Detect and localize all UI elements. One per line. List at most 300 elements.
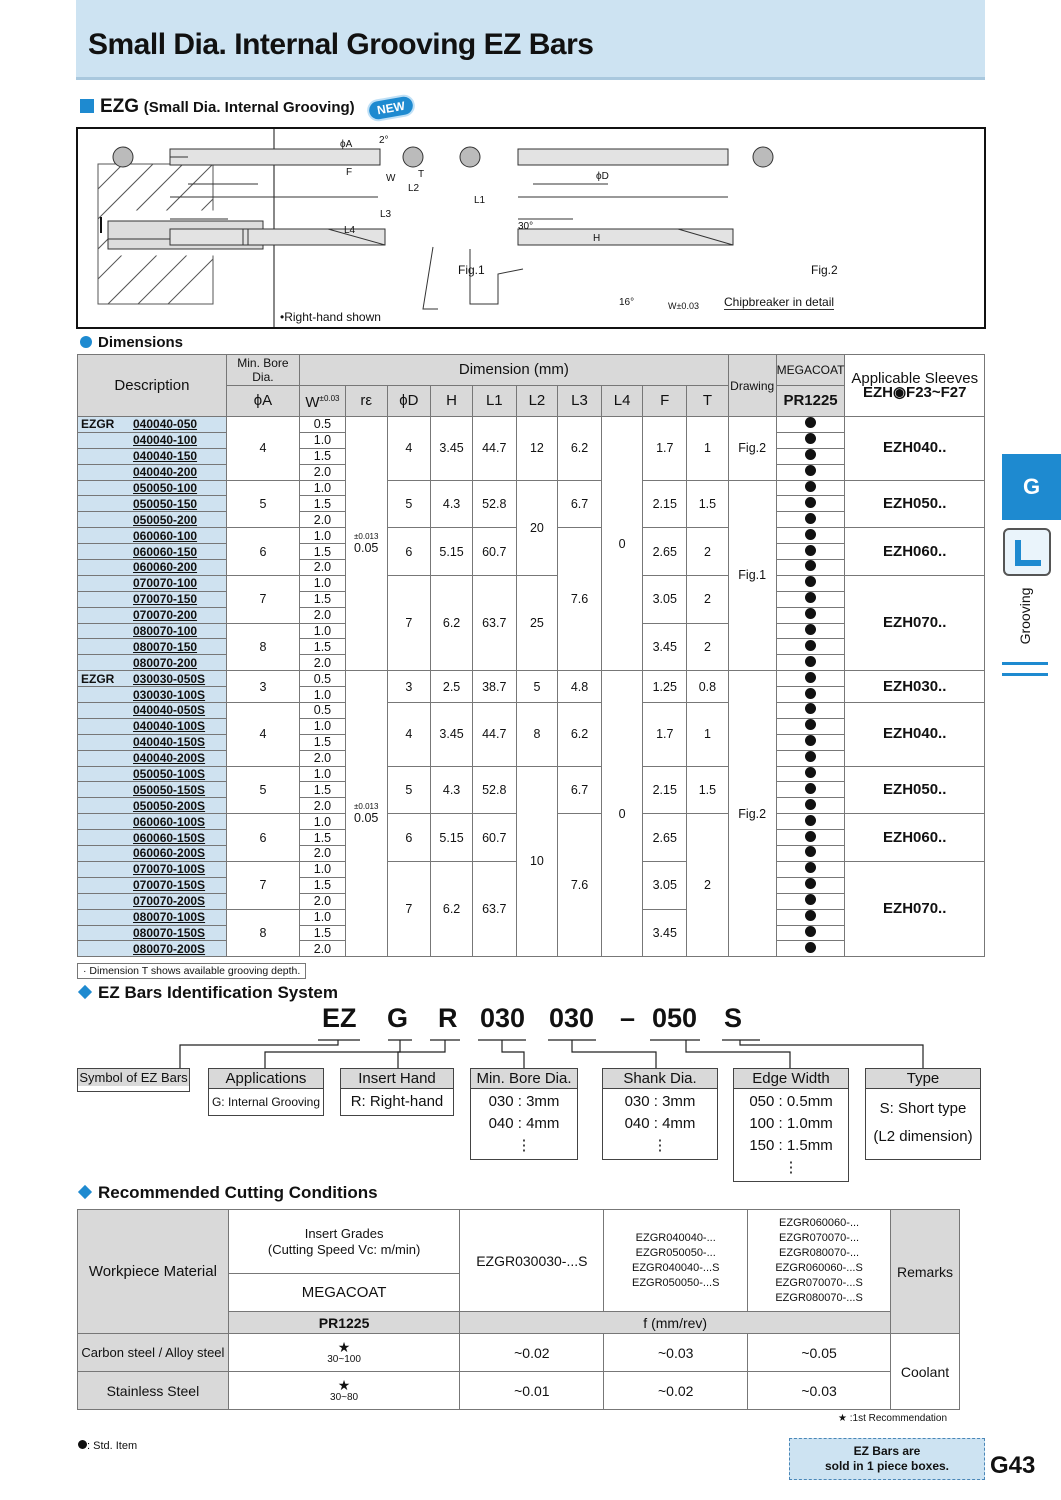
fig1-caption: Fig.1 bbox=[458, 263, 485, 277]
th-min-bore: Min. Bore Dia. bbox=[226, 355, 299, 386]
cell-w: 1.5 bbox=[300, 544, 346, 560]
cell-drawing: Fig.2 bbox=[728, 417, 776, 481]
mat-stainless: Stainless Steel bbox=[78, 1372, 229, 1410]
cell-phiA: 8 bbox=[226, 909, 299, 957]
cell-phiD: 3 bbox=[387, 671, 431, 703]
cell-F: 2.15 bbox=[643, 480, 687, 528]
th-drawing: Drawing bbox=[728, 355, 776, 417]
std-item-dot-icon bbox=[805, 767, 816, 778]
cell-T: 2 bbox=[687, 814, 729, 957]
cell-T: 1.5 bbox=[687, 480, 729, 528]
cell-sleeve: EZH060.. bbox=[845, 814, 985, 862]
th-dimension: Dimension (mm) bbox=[300, 355, 729, 386]
row-description bbox=[78, 782, 227, 798]
id-box-header: Symbol of EZ Bars bbox=[79, 1070, 188, 1085]
cell-w: 1.0 bbox=[300, 623, 346, 639]
cell-H: 4.3 bbox=[431, 480, 473, 528]
row-description bbox=[78, 496, 227, 512]
cell-phiD: 4 bbox=[387, 417, 431, 481]
row-description bbox=[78, 750, 227, 766]
cell-phiA: 6 bbox=[226, 814, 299, 862]
cell-w: 1.0 bbox=[300, 480, 346, 496]
id-box bbox=[733, 1068, 849, 1182]
cell-L2: 10 bbox=[516, 766, 558, 957]
col3-item: EZGR060060-...S bbox=[775, 1261, 863, 1274]
boxes-note-line2: sold in 1 piece boxes. bbox=[824, 1459, 950, 1473]
cell-std-item bbox=[776, 448, 845, 464]
cell-w: 1.5 bbox=[300, 877, 346, 893]
row-description bbox=[78, 861, 227, 877]
cell-T: 1 bbox=[687, 703, 729, 767]
std-item-dot-icon bbox=[805, 926, 816, 937]
row-description bbox=[78, 591, 227, 607]
star-icon: ★ bbox=[337, 1339, 351, 1355]
diamond-bullet-icon bbox=[78, 985, 92, 999]
cell-phiA: 4 bbox=[226, 417, 299, 481]
chip-label-w: W±0.03 bbox=[668, 301, 699, 311]
std-item-text: : Std. Item bbox=[87, 1440, 138, 1452]
row-description bbox=[78, 687, 227, 703]
row-description bbox=[78, 512, 227, 528]
cell-T: 1.5 bbox=[687, 766, 729, 814]
col2-item: EZGR040040-...S bbox=[632, 1261, 720, 1274]
id-box-body bbox=[471, 1089, 577, 1159]
id-box-line: 100 : 1.0mm bbox=[749, 1115, 833, 1132]
boxes-note-line1: EZ Bars are bbox=[853, 1444, 921, 1458]
id-box-header: Min. Bore Dia. bbox=[471, 1069, 577, 1089]
cell-std-item bbox=[776, 846, 845, 862]
cell-w: 2.0 bbox=[300, 941, 346, 957]
row-prefix: EZGR bbox=[81, 417, 115, 432]
cell-std-item bbox=[776, 766, 845, 782]
id-box bbox=[340, 1068, 454, 1116]
speed-value: 30~100 bbox=[327, 1354, 361, 1365]
col3-item: EZGR060060-... bbox=[779, 1216, 860, 1229]
cell-drawing: Fig.2 bbox=[728, 671, 776, 957]
f-carbon-2: ~0.03 bbox=[604, 1334, 748, 1372]
id-box-header: Shank Dia. bbox=[603, 1069, 717, 1089]
cutting-table bbox=[77, 1209, 960, 1410]
std-item-dot-icon bbox=[805, 703, 816, 714]
cell-std-item bbox=[776, 607, 845, 623]
row-code: 060060-150 bbox=[133, 544, 198, 559]
id-box-line: G: Internal Grooving bbox=[211, 1095, 321, 1109]
std-item-dot-icon bbox=[805, 640, 816, 651]
row-description bbox=[78, 480, 227, 496]
th-L4: L4 bbox=[601, 386, 643, 417]
sleeves-title: Applicable Sleeves bbox=[851, 369, 979, 387]
id-code-segment: R bbox=[438, 1003, 458, 1033]
std-item-dot-icon bbox=[805, 449, 816, 460]
std-item-dot-icon bbox=[805, 799, 816, 810]
id-system-title: EZ Bars Identification System bbox=[80, 983, 338, 1003]
std-item-dot-icon bbox=[805, 560, 816, 571]
fig1-label-F: F bbox=[346, 167, 353, 178]
cell-L3: 7.6 bbox=[558, 814, 602, 957]
col2-item: EZGR050050-... bbox=[635, 1246, 716, 1259]
cell-L4: 0 bbox=[601, 671, 643, 957]
id-code-segment: 030 bbox=[480, 1003, 526, 1033]
cell-L3: 6.7 bbox=[558, 480, 602, 528]
cell-std-item bbox=[776, 687, 845, 703]
std-item-dot-icon bbox=[805, 576, 816, 587]
row-description bbox=[78, 734, 227, 750]
f-stainless-2: ~0.02 bbox=[604, 1372, 748, 1410]
id-box bbox=[470, 1068, 578, 1160]
cell-L1: 60.7 bbox=[472, 528, 516, 576]
row-code: 040040-200S bbox=[133, 751, 206, 766]
cell-re bbox=[345, 417, 387, 671]
id-box-line: S: Short type bbox=[879, 1100, 967, 1117]
cell-phiD: 6 bbox=[387, 528, 431, 576]
cell-F: 1.7 bbox=[643, 417, 687, 481]
cell-std-item bbox=[776, 734, 845, 750]
cell-phiA: 4 bbox=[226, 703, 299, 767]
row-code: 040040-200 bbox=[133, 465, 198, 480]
id-code-segment: EZ bbox=[322, 1003, 357, 1033]
row-code: 070070-150 bbox=[133, 592, 198, 607]
cell-std-item bbox=[776, 432, 845, 448]
side-tab-label bbox=[1000, 580, 1050, 660]
row-description bbox=[78, 718, 227, 734]
cell-L2: 25 bbox=[516, 575, 558, 670]
cell-std-item bbox=[776, 655, 845, 671]
cell-std-item bbox=[776, 941, 845, 957]
id-box-body bbox=[603, 1089, 717, 1159]
id-box-line: 030 : 3mm bbox=[624, 1093, 696, 1110]
cell-w: 0.5 bbox=[300, 671, 346, 687]
cutting-title: Recommended Cutting Conditions bbox=[80, 1183, 378, 1203]
mat-carbon: Carbon steel / Alloy steel bbox=[78, 1334, 229, 1372]
cell-phiA: 5 bbox=[226, 766, 299, 814]
row-code: 070070-200S bbox=[133, 894, 206, 909]
cell-F: 3.45 bbox=[643, 909, 687, 957]
cell-sleeve: EZH050.. bbox=[845, 766, 985, 814]
cell-L1: 60.7 bbox=[472, 814, 516, 862]
cell-w: 2.0 bbox=[300, 798, 346, 814]
cell-F: 2.15 bbox=[643, 766, 687, 814]
row-code: 080070-150S bbox=[133, 925, 206, 940]
th-w bbox=[300, 386, 346, 417]
th-w-label: W bbox=[305, 394, 320, 411]
row-description bbox=[78, 893, 227, 909]
id-box bbox=[77, 1068, 190, 1092]
cell-phiA: 5 bbox=[226, 480, 299, 528]
cell-F: 2.65 bbox=[643, 814, 687, 862]
cell-w: 1.5 bbox=[300, 591, 346, 607]
row-description bbox=[78, 909, 227, 925]
th-F: F bbox=[643, 386, 687, 417]
cell-std-item bbox=[776, 528, 845, 544]
std-item-note bbox=[78, 1440, 137, 1452]
cell-phiA: 7 bbox=[226, 575, 299, 623]
cell-L1: 52.8 bbox=[472, 766, 516, 814]
cell-std-item bbox=[776, 544, 845, 560]
std-item-dot-icon bbox=[805, 878, 816, 889]
cell-H: 2.5 bbox=[431, 671, 473, 703]
cell-phiD: 5 bbox=[387, 480, 431, 528]
cell-std-item bbox=[776, 893, 845, 909]
col3-header bbox=[748, 1210, 891, 1312]
f-stainless-3: ~0.03 bbox=[748, 1372, 891, 1410]
table-row bbox=[78, 703, 985, 719]
cell-w: 1.0 bbox=[300, 766, 346, 782]
cell-T: 2 bbox=[687, 623, 729, 671]
ezg-code: EZG bbox=[100, 96, 140, 117]
col2-item: EZGR040040-... bbox=[635, 1231, 716, 1244]
col1-header: EZGR030030-...S bbox=[460, 1210, 604, 1312]
pr1225-header: PR1225 bbox=[228, 1312, 460, 1334]
th-L3: L3 bbox=[558, 386, 602, 417]
cell-w: 1.0 bbox=[300, 909, 346, 925]
th-L2: L2 bbox=[516, 386, 558, 417]
th-H: H bbox=[431, 386, 473, 417]
row-code: 050050-100 bbox=[133, 481, 198, 495]
cell-w: 0.5 bbox=[300, 417, 346, 433]
cell-sleeve: EZH070.. bbox=[845, 861, 985, 956]
row-code: 060060-200S bbox=[133, 846, 206, 861]
megacoat-header: MEGACOAT bbox=[228, 1274, 460, 1312]
cell-H: 3.45 bbox=[431, 703, 473, 767]
std-item-dot-icon bbox=[805, 545, 816, 556]
row-code: 060060-200 bbox=[133, 560, 198, 575]
sleeves-range: EZH◉F23~F27 bbox=[862, 383, 967, 401]
th-re: rε bbox=[345, 386, 387, 417]
cell-std-item bbox=[776, 575, 845, 591]
cell-phiD: 5 bbox=[387, 766, 431, 814]
page-number: G43 bbox=[990, 1452, 1036, 1479]
row-description bbox=[78, 544, 227, 560]
diamond-bullet-icon-2 bbox=[78, 1185, 92, 1199]
std-item-dot-icon bbox=[805, 513, 816, 524]
ezg-subtitle: (Small Dia. Internal Grooving) bbox=[143, 99, 355, 116]
cell-w: 1.0 bbox=[300, 575, 346, 591]
fig1-label-phiA: ϕA bbox=[340, 139, 353, 150]
row-code: 080070-150 bbox=[133, 639, 198, 654]
std-item-dot-icon bbox=[805, 719, 816, 730]
col3-item: EZGR080070-...S bbox=[775, 1291, 863, 1304]
id-code-segment: G bbox=[387, 1003, 409, 1033]
id-box bbox=[865, 1068, 981, 1160]
cell-w: 2.0 bbox=[300, 750, 346, 766]
re-tol: ±0.013 bbox=[354, 802, 379, 812]
cell-std-item bbox=[776, 671, 845, 687]
id-box-body bbox=[866, 1089, 980, 1153]
std-item-dot-icon bbox=[805, 592, 816, 603]
chipbreaker-detail bbox=[423, 247, 523, 309]
th-T: T bbox=[687, 386, 729, 417]
row-description bbox=[78, 814, 227, 830]
row-description bbox=[78, 766, 227, 782]
fig1-label-L2: L2 bbox=[408, 183, 420, 194]
row-code: 040040-050S bbox=[133, 703, 206, 718]
row-description bbox=[78, 877, 227, 893]
id-box-line: 040 : 4mm bbox=[488, 1115, 560, 1132]
row-code: 080070-200S bbox=[133, 941, 206, 956]
id-code-segment: 050 bbox=[652, 1003, 698, 1033]
remarks-header: Remarks bbox=[890, 1210, 959, 1334]
row-code: 080070-100 bbox=[133, 624, 198, 639]
table-row bbox=[78, 480, 985, 496]
std-item-dot-icon bbox=[805, 862, 816, 873]
row-code: 040040-100 bbox=[133, 433, 198, 448]
col3-item: EZGR070070-...S bbox=[775, 1276, 863, 1289]
cell-sleeve: EZH050.. bbox=[845, 480, 985, 528]
cell-phiD: 7 bbox=[387, 861, 431, 956]
cell-H: 6.2 bbox=[431, 575, 473, 670]
std-item-dot-icon bbox=[805, 831, 816, 842]
row-code: 080070-200 bbox=[133, 655, 198, 670]
cell-w: 1.5 bbox=[300, 782, 346, 798]
std-item-dot-icon bbox=[805, 529, 816, 540]
row-code: 040040-150S bbox=[133, 735, 206, 750]
std-item-dot-icon bbox=[805, 783, 816, 794]
page-title: Small Dia. Internal Grooving EZ Bars bbox=[88, 28, 594, 61]
cell-std-item bbox=[776, 496, 845, 512]
cell-std-item bbox=[776, 718, 845, 734]
boxes-note bbox=[789, 1438, 985, 1480]
std-item-dot-icon bbox=[805, 624, 816, 635]
fig1-label-phiD: ϕD bbox=[596, 171, 609, 182]
row-code: 030030-100S bbox=[133, 687, 206, 702]
cell-F: 1.7 bbox=[643, 703, 687, 767]
cell-H: 5.15 bbox=[431, 814, 473, 862]
speed-carbon bbox=[228, 1334, 460, 1372]
filled-circle-icon bbox=[78, 1440, 87, 1449]
cell-L2: 8 bbox=[516, 703, 558, 767]
cell-L2: 12 bbox=[516, 417, 558, 481]
cell-sleeve: EZH070.. bbox=[845, 575, 985, 670]
row-description bbox=[78, 639, 227, 655]
cell-L1: 38.7 bbox=[472, 671, 516, 703]
cell-L1: 44.7 bbox=[472, 703, 516, 767]
row-description bbox=[78, 925, 227, 941]
th-pr1225: PR1225 bbox=[776, 386, 845, 417]
std-item-dot-icon bbox=[805, 608, 816, 619]
cell-sleeve: EZH060.. bbox=[845, 528, 985, 576]
row-code: 080070-100S bbox=[133, 910, 206, 925]
std-item-dot-icon bbox=[805, 688, 816, 699]
side-tab-letter: G bbox=[1002, 454, 1061, 520]
cell-w: 1.0 bbox=[300, 861, 346, 877]
table-row bbox=[78, 575, 985, 591]
cell-std-item bbox=[776, 591, 845, 607]
cell-w: 0.5 bbox=[300, 703, 346, 719]
cell-std-item bbox=[776, 814, 845, 830]
row-code: 040040-100S bbox=[133, 719, 206, 734]
row-code: 050050-200 bbox=[133, 512, 198, 527]
id-box-line: ⋮ bbox=[652, 1137, 668, 1154]
dimensions-title: Dimensions bbox=[80, 334, 183, 351]
id-box bbox=[602, 1068, 718, 1160]
page-header bbox=[76, 0, 985, 80]
cell-w: 2.0 bbox=[300, 512, 346, 528]
dimensions-table bbox=[77, 354, 985, 957]
cell-std-item bbox=[776, 480, 845, 496]
cell-std-item bbox=[776, 623, 845, 639]
cell-T: 0.8 bbox=[687, 671, 729, 703]
table-row bbox=[78, 671, 985, 687]
row-code: 070070-200 bbox=[133, 608, 198, 623]
cell-std-item bbox=[776, 861, 845, 877]
row-code: 060060-150S bbox=[133, 830, 206, 845]
dimensions-body bbox=[78, 417, 985, 957]
fig1-label-L4: L4 bbox=[344, 225, 356, 236]
row-description bbox=[78, 941, 227, 957]
std-item-dot-icon bbox=[805, 481, 816, 492]
row-description bbox=[78, 448, 227, 464]
cell-w: 2.0 bbox=[300, 560, 346, 576]
row-description bbox=[78, 528, 227, 544]
fig2-drawing bbox=[460, 147, 773, 245]
grades-header: Insert Grades (Cutting Speed Vc: m/min) bbox=[228, 1210, 460, 1274]
new-badge: NEW bbox=[366, 93, 417, 123]
id-box-body bbox=[209, 1089, 323, 1115]
th-phiD: ϕD bbox=[387, 386, 431, 417]
row-code: 030030-050S bbox=[133, 671, 206, 686]
cell-w: 1.0 bbox=[300, 718, 346, 734]
th-description: Description bbox=[78, 355, 227, 417]
row-code: 060060-100 bbox=[133, 528, 198, 543]
row-code: 070070-150S bbox=[133, 878, 206, 893]
row-description bbox=[78, 575, 227, 591]
row-code: 040040-050 bbox=[133, 417, 198, 432]
cell-phiA: 8 bbox=[226, 623, 299, 671]
cell-sleeve: EZH040.. bbox=[845, 417, 985, 481]
star-icon: ★ bbox=[337, 1377, 351, 1393]
cell-phiA: 6 bbox=[226, 528, 299, 576]
std-item-dot-icon bbox=[805, 672, 816, 683]
row-code: 070070-100S bbox=[133, 862, 206, 877]
coolant: Coolant bbox=[890, 1334, 959, 1410]
cell-w: 1.0 bbox=[300, 814, 346, 830]
cell-std-item bbox=[776, 830, 845, 846]
cell-std-item bbox=[776, 417, 845, 433]
workpiece-header: Workpiece Material bbox=[78, 1210, 229, 1334]
cell-sleeve: EZH040.. bbox=[845, 703, 985, 767]
cell-w: 1.5 bbox=[300, 925, 346, 941]
th-sleeves bbox=[845, 355, 985, 417]
row-description bbox=[78, 798, 227, 814]
cell-w: 2.0 bbox=[300, 464, 346, 480]
std-item-dot-icon bbox=[805, 942, 816, 953]
row-code: 050050-150S bbox=[133, 782, 206, 797]
id-box-line: 150 : 1.5mm bbox=[749, 1137, 833, 1154]
cell-F: 1.25 bbox=[643, 671, 687, 703]
row-code: 050050-150 bbox=[133, 496, 198, 511]
cell-L1: 52.8 bbox=[472, 480, 516, 528]
cell-w: 2.0 bbox=[300, 607, 346, 623]
row-code: 060060-100S bbox=[133, 814, 206, 829]
cell-std-item bbox=[776, 639, 845, 655]
f-carbon-3: ~0.05 bbox=[748, 1334, 891, 1372]
cell-H: 6.2 bbox=[431, 861, 473, 956]
cell-L3: 7.6 bbox=[558, 528, 602, 671]
speed-value: 30~80 bbox=[330, 1392, 359, 1403]
th-megacoat: MEGACOAT bbox=[776, 355, 845, 386]
id-code-segment: S bbox=[724, 1003, 743, 1033]
table-row bbox=[78, 766, 985, 782]
row-description bbox=[78, 830, 227, 846]
id-box-line: R: Right-hand bbox=[350, 1093, 444, 1110]
cell-std-item bbox=[776, 798, 845, 814]
f-header: f (mm/rev) bbox=[460, 1312, 891, 1334]
id-box-body bbox=[341, 1089, 453, 1115]
th-phiA: ϕA bbox=[226, 386, 299, 417]
cell-T: 1 bbox=[687, 417, 729, 481]
fig1-label-T: T bbox=[418, 169, 425, 180]
row-code: 070070-100 bbox=[133, 576, 198, 591]
